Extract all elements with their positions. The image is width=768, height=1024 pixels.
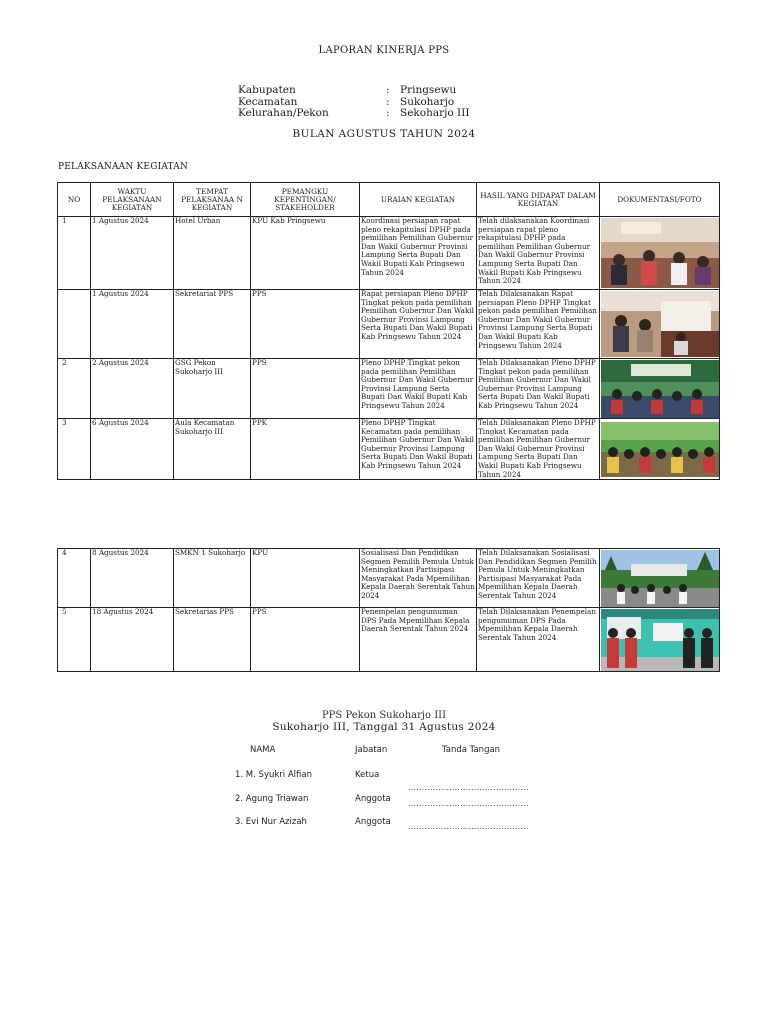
table-row — [58, 217, 720, 290]
cell-hasil: Telah Dilaksanakan Rapat persiapan Pleno DPHP Tingkat pekon pada pemilihan Pemilihan Gubernur Dan Wakil Gubernur Provinsi Lampung Serta Bupati Dan Wakil Bupati Kab Pringsewu Tahun 2024 — [477, 290, 600, 359]
signature-col-sign: Tanda Tangan — [442, 745, 501, 755]
signer-name: 3. Evi Nur Azizah — [235, 817, 307, 827]
signature-line: ............................................ — [408, 799, 529, 808]
header-hasil: HASIL YANG DIDAPAT DALAM KEGIATAN — [477, 183, 600, 217]
cell-hasil: Telah Dilaksanakan Penempelan pengumuman DPS Pada Mpemilihan Kepala Daerah Serentak Tahun 2024 — [477, 608, 600, 672]
table-row — [58, 359, 720, 419]
signer-role: Ketua — [355, 770, 380, 780]
cell-pemangku: PPS — [251, 290, 360, 359]
cell-pemangku: PPS — [251, 359, 360, 419]
cell-tempat: GSG Pekon Sukoharjo III — [174, 359, 251, 419]
cell-hasil: Telah Dilaksanakan Pleno DPHP Tingkat pekon pada pemilihan Pemilihan Gubernur Dan Wakil Gubernur Provinsi Lampung Serta Bupati Dan Wakil Bupati Kab Pringsewu Tahun 2024 — [477, 359, 600, 419]
activity-table — [57, 182, 720, 480]
signature-col-name: NAMA — [250, 745, 276, 755]
info-sep: : — [386, 84, 390, 96]
activity-table-continued — [57, 548, 720, 672]
cell-photo — [600, 419, 720, 480]
table-row — [58, 290, 720, 359]
header-dokumentasi: DOKUMENTASI/FOTO — [600, 183, 720, 217]
cell-no: 2 — [58, 359, 91, 419]
activity-photo — [601, 609, 719, 671]
info-sep: : — [386, 107, 390, 119]
activity-photo — [601, 291, 719, 357]
cell-uraian: Sosialisasi Dan Pendidikan Segmen Pemilih Pemula Untuk Meningkatkan Partisipasi Masyarakat Pada Mpemilihan Kepala Daerah Serentak Tahun 2024 — [360, 549, 477, 608]
cell-waktu: 18 Agustus 2024 — [91, 608, 174, 672]
signature-col-role: Jabatan — [355, 745, 388, 755]
info-sep: : — [386, 96, 390, 108]
cell-uraian: Pleno DPHP Tingkat pekon pada pemilihan Pemilihan Gubernur Dan Wakil Gubernur Provinsi Lampung Serta Bupati Dan Wakil Bupati Kab Pringsewu Tahun 2024 — [360, 359, 477, 419]
table-row — [58, 419, 720, 480]
cell-photo — [600, 608, 720, 672]
cell-waktu: 1 Agustus 2024 — [91, 290, 174, 359]
cell-photo — [600, 549, 720, 608]
signer-role: Anggota — [355, 794, 391, 804]
cell-no: 3 — [58, 419, 91, 480]
cell-tempat: Sekretariat PPS — [174, 290, 251, 359]
cell-pemangku: PPS — [251, 608, 360, 672]
signature-org: PPS Pekon Sukoharjo III — [321, 710, 447, 721]
cell-photo — [600, 217, 720, 290]
cell-hasil: Telah dilaksanakan Koordinasi persiapan rapat pleno rekapitulasi DPHP pada pemilihan Pemilihan Gubernur Dan Wakil Gubernur Provinsi Lampung Serta Bupati Dan Wakil Bupati Kab Pringsewu Tahun 2024 — [477, 217, 600, 290]
cell-tempat: Aula Kecamatan Sukoharjo III — [174, 419, 251, 480]
cell-hasil: Telah Dilaksanakan Sosialisasi Dan Pendidikan Segmen Pemilih Pemula Untuk Meningkatkan Partisipasi Masyarakat Pada Mpemilihan Kepala Daerah Serentak Tahun 2024 — [477, 549, 600, 608]
header-uraian: URAIAN KEGIATAN — [360, 183, 477, 217]
activity-photo — [601, 218, 719, 288]
signature-place-date: Sukoharjo III, Tanggal 31 Agustus 2024 — [272, 721, 496, 733]
cell-pemangku: PPK — [251, 419, 360, 480]
signature-line: ............................................ — [408, 822, 529, 831]
cell-uraian: Pleno DPHP Tingkat Kecamatan pada pemilihan Pemilihan Gubernur Dan Wakil Gubernur Provinsi Lampung Serta Bupati Dan Wakil Bupati Kab Pringsewu Tahun 2024 — [360, 419, 477, 480]
info-value: Sekoharjo III — [400, 107, 470, 119]
cell-no: 4 — [58, 549, 91, 608]
header-no: NO — [58, 183, 91, 217]
header-tempat: TEMPAT PELAKSANAA N KEGIATAN — [174, 183, 251, 217]
cell-waktu: 2 Agustus 2024 — [91, 359, 174, 419]
cell-tempat: Sekretarias PPS — [174, 608, 251, 672]
table-header-row — [58, 183, 720, 217]
cell-waktu: 1 Agustus 2024 — [91, 217, 174, 290]
report-title: LAPORAN KINERJA PPS — [318, 45, 450, 56]
info-label: Kabupaten — [238, 84, 296, 96]
activity-photo — [601, 360, 719, 418]
activity-photo — [601, 550, 719, 607]
cell-hasil: Telah Dilaksanakan Pleno DPHP Tingkat Kecamatan pada pemilihan Pemilihan Gubernur Dan Wakil Gubernur Provinsi Lampung Serta Bupati Dan Wakil Bupati Kab Pringsewu Tahun 2024 — [477, 419, 600, 480]
cell-no: 5 — [58, 608, 91, 672]
table-row — [58, 608, 720, 672]
header-pemangku: PEMANGKU KEPENTINGAN/ STAKEHOLDER — [251, 183, 360, 217]
cell-photo — [600, 359, 720, 419]
info-value: Sukoharjo — [400, 96, 455, 108]
cell-uraian: Koordinasi persiapan rapat pleno rekapitulasi DPHP pada pemilihan Pemilihan Gubernur Dan Wakil Gubernur Provinsi Lampung Serta Bupati Dan Wakil Bupati Kab Pringsewu Tahun 2024 — [360, 217, 477, 290]
signer-name: 2. Agung Triawan — [235, 794, 309, 804]
cell-pemangku: KPU — [251, 549, 360, 608]
cell-tempat: SMKN 1 Sukoharjo — [174, 549, 251, 608]
header-waktu: WAKTU PELAKSANAAN KEGIATAN — [91, 183, 174, 217]
cell-photo — [600, 290, 720, 359]
signer-name: 1. M. Syukri Alfian — [235, 770, 312, 780]
table-row — [58, 549, 720, 608]
info-label: Kecamatan — [238, 96, 298, 108]
cell-waktu: 6 Agustus 2024 — [91, 419, 174, 480]
report-period: BULAN AGUSTUS TAHUN 2024 — [292, 128, 476, 140]
signature-line: ............................................ — [408, 783, 529, 792]
cell-uraian: Rapat persiapan Pleno DPHP Tingkat pekon pada pemilihan Pemilihan Gubernur Dan Wakil Gubernur Provinsi Lampung Serta Bupati Dan Wakil Bupati Kab Pringsewu Tahun 2024 — [360, 290, 477, 359]
cell-waktu: 8 Agustus 2024 — [91, 549, 174, 608]
signer-role: Anggota — [355, 817, 391, 827]
cell-tempat: Hotel Urban — [174, 217, 251, 290]
cell-no: 1 — [58, 217, 91, 290]
cell-no — [58, 290, 91, 359]
section-title: PELAKSANAAN KEGIATAN — [58, 162, 189, 172]
info-value: Pringsewu — [400, 84, 457, 96]
cell-uraian: Penempelan pengumuman DPS Pada Mpemilihan Kepala Daerah Serentak Tahun 2024 — [360, 608, 477, 672]
activity-photo — [601, 422, 719, 477]
cell-pemangku: KPU Kab Pringsewu — [251, 217, 360, 290]
info-label: Kelurahan/Pekon — [238, 107, 329, 119]
